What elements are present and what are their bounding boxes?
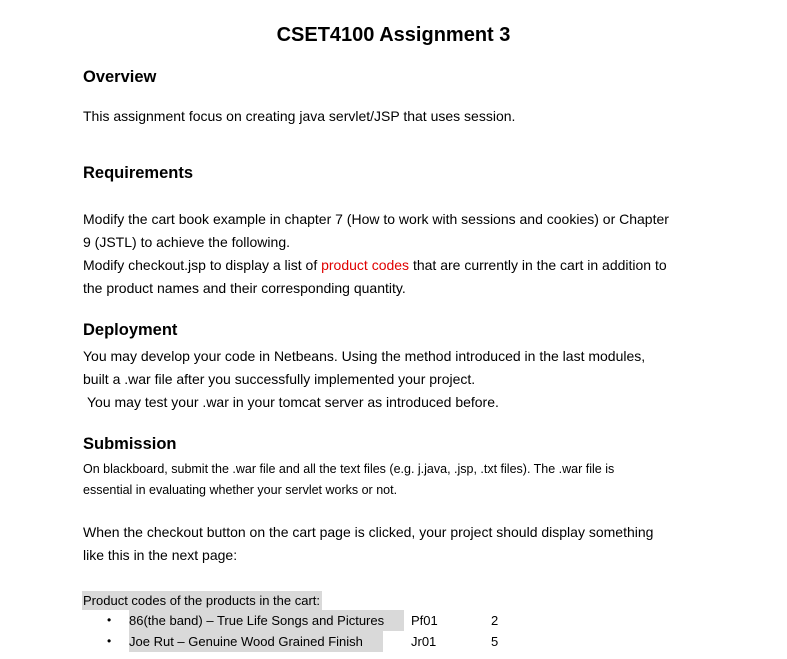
requirements-line-3 xyxy=(83,254,723,277)
submission-line-2: essential in evaluating whether your servlet works or not. xyxy=(83,483,398,497)
bullet-icon: • xyxy=(107,613,112,627)
requirements-line-3-pre: Modify checkout.jsp to display a list of xyxy=(83,257,322,273)
requirements-line-2: 9 (JSTL) to achieve the following. xyxy=(83,234,290,250)
document-title: CSET4100 Assignment 3 xyxy=(276,24,511,46)
product-codes-highlight: product codes xyxy=(321,257,410,273)
deployment-line-1: You may develop your code in Netbeans. Using the method introduced in the last modules, xyxy=(83,348,646,364)
bullet-icon: • xyxy=(107,634,112,648)
product-title: Joe Rut – Genuine Wood Grained Finish xyxy=(129,631,383,652)
deployment-line-3: You may test your .war in your tomcat server as introduced before. xyxy=(87,394,499,410)
deployment-line-2: built a .war file after you successfully implemented your project. xyxy=(83,371,476,387)
requirements-line-1: Modify the cart book example in chapter 7 (How to work with sessions and cookies) or Chapter xyxy=(83,211,669,227)
checkout-line-1: When the checkout button on the cart page is clicked, your project should display something xyxy=(83,524,654,540)
product-code: Jr01 xyxy=(411,634,437,649)
requirements-line-4: the product names and their corresponding quantity. xyxy=(83,280,406,296)
deployment-heading: Deployment xyxy=(83,321,178,339)
requirements-line-3-post: that are currently in the cart in addition to xyxy=(409,257,667,273)
product-code: Pf01 xyxy=(411,613,438,628)
requirements-heading: Requirements xyxy=(83,164,194,182)
checkout-text xyxy=(83,521,723,567)
submission-heading: Submission xyxy=(83,435,177,453)
product-quantity: 5 xyxy=(491,634,499,649)
product-quantity: 2 xyxy=(491,613,499,628)
overview-heading: Overview xyxy=(83,68,157,86)
overview-line: This assignment focus on creating java servlet/JSP that uses session. xyxy=(83,108,516,124)
checkout-line-2: like this in the next page: xyxy=(83,547,238,563)
submission-line-1: On blackboard, submit the .war file and all the text files (e.g. j.java, .jsp, .txt files). The .war file is xyxy=(83,462,615,476)
submission-text xyxy=(83,459,723,501)
product-codes-header: Product codes of the products in the cart: xyxy=(83,593,321,608)
requirements-text xyxy=(83,208,723,300)
deployment-text xyxy=(83,345,723,414)
product-title: 86(the band) – True Life Songs and Pictures xyxy=(129,610,404,631)
overview-text xyxy=(83,105,723,128)
